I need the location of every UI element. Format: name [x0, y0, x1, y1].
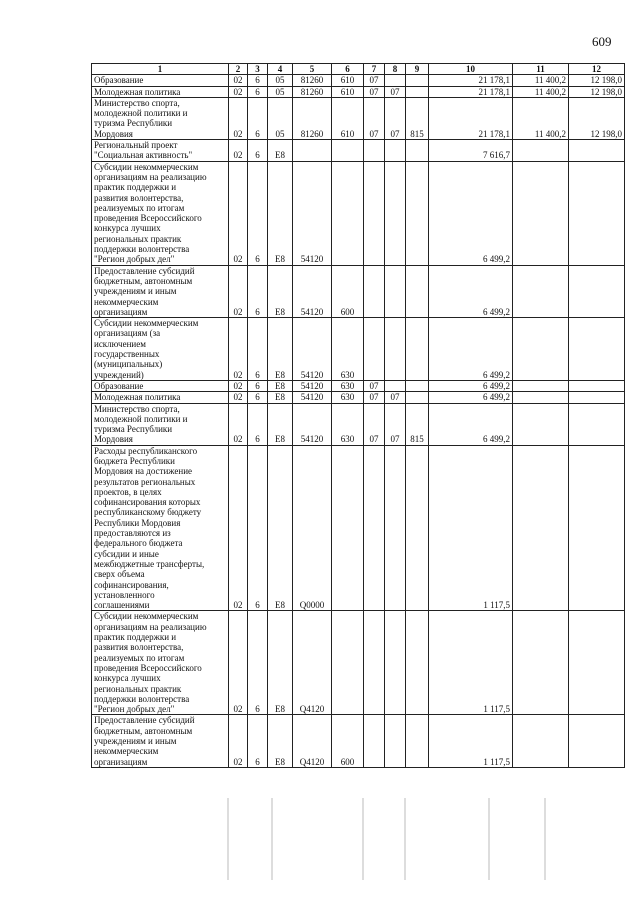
table-cell: 54120 — [293, 318, 332, 381]
table-cell — [569, 140, 625, 162]
table-cell — [406, 715, 429, 767]
table-row — [92, 611, 625, 715]
row-name-cell: Предоставление субсидий бюджетным, автономным учреждениям и иным некоммерческим организациям — [92, 265, 229, 317]
table-cell: 02 — [229, 75, 248, 86]
table-cell: 630 — [332, 392, 364, 403]
table-cell: 6 — [248, 75, 268, 86]
column-header: 9 — [406, 64, 429, 75]
table-cell — [569, 392, 625, 403]
column-header: 11 — [513, 64, 569, 75]
table-cell: 6 — [248, 265, 268, 317]
table-cell: 02 — [229, 161, 248, 265]
table-cell: 54120 — [293, 380, 332, 391]
table-cell: 81260 — [293, 86, 332, 97]
table-cell: 600 — [332, 715, 364, 767]
table-cell — [385, 715, 406, 767]
table-cell: 54120 — [293, 265, 332, 317]
table-cell — [406, 161, 429, 265]
table-cell: 07 — [364, 392, 385, 403]
table-cell: 54120 — [293, 392, 332, 403]
column-header: 8 — [385, 64, 406, 75]
table-cell: 07 — [385, 392, 406, 403]
table-cell: 6 499,2 — [429, 403, 513, 445]
table-cell: 6 — [248, 318, 268, 381]
table-cell: 02 — [229, 86, 248, 97]
table-cell: 02 — [229, 97, 248, 139]
table-cell: 02 — [229, 715, 248, 767]
row-name-cell: Министерство спорта, молодежной политики и туризма Республики Мордовия — [92, 403, 229, 445]
table-row — [92, 75, 625, 86]
column-header: 10 — [429, 64, 513, 75]
table-cell — [364, 161, 385, 265]
table-cell: 6 — [248, 380, 268, 391]
table-cell — [385, 140, 406, 162]
column-header: 7 — [364, 64, 385, 75]
table-cell: 6 — [248, 161, 268, 265]
table-cell — [406, 445, 429, 611]
row-name-cell: Министерство спорта, молодежной политики и туризма Республики Мордовия — [92, 97, 229, 139]
table-cell: E8 — [268, 318, 293, 381]
table-cell: 630 — [332, 403, 364, 445]
table-cell: 05 — [268, 75, 293, 86]
table-cell: 02 — [229, 611, 248, 715]
table-cell: 6 — [248, 392, 268, 403]
table-cell: E8 — [268, 403, 293, 445]
table-cell: 81260 — [293, 97, 332, 139]
table-cell: Q4120 — [293, 715, 332, 767]
table-cell: 6 499,2 — [429, 161, 513, 265]
table-cell: 07 — [385, 86, 406, 97]
table-cell: 54120 — [293, 161, 332, 265]
row-name-cell: Молодежная политика — [92, 392, 229, 403]
table-cell: 6 — [248, 403, 268, 445]
table-cell — [569, 445, 625, 611]
table-cell — [332, 611, 364, 715]
table-cell — [569, 161, 625, 265]
table-cell — [513, 611, 569, 715]
table-cell — [513, 445, 569, 611]
table-cell: 02 — [229, 403, 248, 445]
column-header: 2 — [229, 64, 248, 75]
table-row — [92, 392, 625, 403]
table-cell: 610 — [332, 86, 364, 97]
table-cell — [385, 265, 406, 317]
table-cell — [364, 140, 385, 162]
table-cell: 21 178,1 — [429, 97, 513, 139]
table-cell: 1 117,5 — [429, 715, 513, 767]
row-name-cell: Субсидии некоммерческим организациям на реализацию практик поддержки и развития волонтерства, реализуемых по итогам проведения Всероссийского конкурса лучших региональных практик поддержки волонтерства "Регион добрых дел" — [92, 611, 229, 715]
table-cell — [513, 161, 569, 265]
table-cell: 21 178,1 — [429, 75, 513, 86]
table-cell: E8 — [268, 715, 293, 767]
table-row — [92, 715, 625, 767]
table-cell: 02 — [229, 318, 248, 381]
table-cell: E8 — [268, 611, 293, 715]
row-name-cell: Образование — [92, 380, 229, 391]
table-cell: 7 616,7 — [429, 140, 513, 162]
table-row — [92, 445, 625, 611]
column-header: 12 — [569, 64, 625, 75]
budget-table — [91, 63, 625, 768]
table-row — [92, 380, 625, 391]
table-cell: E8 — [268, 140, 293, 162]
table-header-row — [92, 64, 625, 75]
table-cell: 07 — [364, 86, 385, 97]
table-cell — [332, 140, 364, 162]
table-cell: 1 117,5 — [429, 611, 513, 715]
table-cell: E8 — [268, 161, 293, 265]
table-cell: 07 — [385, 403, 406, 445]
table-cell — [513, 392, 569, 403]
table-cell: 610 — [332, 75, 364, 86]
table-cell: 815 — [406, 403, 429, 445]
table-cell: E8 — [268, 265, 293, 317]
table-cell: 02 — [229, 265, 248, 317]
table-cell: 81260 — [293, 75, 332, 86]
table-cell — [406, 380, 429, 391]
table-cell: 11 400,2 — [513, 86, 569, 97]
table-cell — [513, 265, 569, 317]
table-cell — [513, 403, 569, 445]
table-cell: 07 — [364, 97, 385, 139]
table-cell — [364, 318, 385, 381]
column-header: 1 — [92, 64, 229, 75]
row-name-cell: Предоставление субсидий бюджетным, автономным учреждениям и иным некоммерческим организациям — [92, 715, 229, 767]
table-cell: 6 499,2 — [429, 318, 513, 381]
table-row — [92, 140, 625, 162]
table-cell — [569, 318, 625, 381]
table-cell: 21 178,1 — [429, 86, 513, 97]
column-header: 3 — [248, 64, 268, 75]
table-cell: 12 198,0 — [569, 97, 625, 139]
table-cell: 630 — [332, 318, 364, 381]
table-cell — [569, 265, 625, 317]
table-cell — [364, 265, 385, 317]
table-cell — [385, 445, 406, 611]
table-row — [92, 403, 625, 445]
table-cell — [406, 611, 429, 715]
table-cell — [406, 75, 429, 86]
table-cell: 02 — [229, 380, 248, 391]
table-cell — [406, 140, 429, 162]
table-cell — [569, 403, 625, 445]
row-name-cell: Региональный проект "Социальная активность" — [92, 140, 229, 162]
row-name-cell: Молодежная политика — [92, 86, 229, 97]
page-number: 609 — [592, 34, 612, 49]
table-cell — [513, 318, 569, 381]
table-cell: Q4120 — [293, 611, 332, 715]
table-cell — [385, 318, 406, 381]
table-cell: 02 — [229, 392, 248, 403]
table-cell: 6 499,2 — [429, 392, 513, 403]
table-cell: 02 — [229, 140, 248, 162]
table-cell: 12 198,0 — [569, 86, 625, 97]
table-cell: 6 — [248, 97, 268, 139]
row-name-cell: Расходы республиканского бюджета Республики Мордовия на достижение результатов региональных проектов, в целях софинансирования которых республиканскому бюджету Республики Мордовия предоставляются из федерального бюджета субсидии и иные межбюджетные трансферты, сверх объема софинансирования, установленного соглашениями — [92, 445, 229, 611]
table-cell — [364, 715, 385, 767]
table-cell — [513, 715, 569, 767]
row-name-cell: Субсидии некоммерческим организациям на реализацию практик поддержки и развития волонтерства, реализуемых по итогам проведения Всероссийского конкурса лучших региональных практик поддержки волонтерства "Регион добрых дел" — [92, 161, 229, 265]
column-header: 5 — [293, 64, 332, 75]
table-cell — [364, 445, 385, 611]
table-cell: 07 — [364, 403, 385, 445]
row-name-cell: Субсидии некоммерческим организациям (за исключением государственных (муниципальных) учреждений) — [92, 318, 229, 381]
table-cell — [332, 161, 364, 265]
table-cell — [406, 318, 429, 381]
table-row — [92, 97, 625, 139]
table-cell — [406, 265, 429, 317]
table-cell: 6 — [248, 140, 268, 162]
column-header: 4 — [268, 64, 293, 75]
table-cell — [385, 611, 406, 715]
table-cell: 07 — [364, 380, 385, 391]
table-cell: 600 — [332, 265, 364, 317]
table-cell: 07 — [385, 97, 406, 139]
table-cell: E8 — [268, 392, 293, 403]
table-cell: 05 — [268, 86, 293, 97]
table-cell: 02 — [229, 445, 248, 611]
table-cell: 815 — [406, 97, 429, 139]
table-cell — [364, 611, 385, 715]
table-cell: 05 — [268, 97, 293, 139]
table-cell — [293, 140, 332, 162]
table-cell: 6 — [248, 86, 268, 97]
table-row — [92, 318, 625, 381]
table-cell — [385, 75, 406, 86]
table-cell: E8 — [268, 380, 293, 391]
table-cell — [406, 86, 429, 97]
table-cell — [406, 392, 429, 403]
table-cell: 6 — [248, 611, 268, 715]
table-cell: 11 400,2 — [513, 75, 569, 86]
table-cell: E8 — [268, 445, 293, 611]
table-cell: 54120 — [293, 403, 332, 445]
table-cell: 6 — [248, 715, 268, 767]
table-cell: 1 117,5 — [429, 445, 513, 611]
table-cell: 610 — [332, 97, 364, 139]
table-cell: 11 400,2 — [513, 97, 569, 139]
table-row — [92, 86, 625, 97]
table-cell — [332, 445, 364, 611]
table-cell — [569, 380, 625, 391]
column-header: 6 — [332, 64, 364, 75]
table-cell: 630 — [332, 380, 364, 391]
table-cell: Q0000 — [293, 445, 332, 611]
table-cell — [569, 611, 625, 715]
table-cell: 07 — [364, 75, 385, 86]
table-cell — [385, 161, 406, 265]
table-cell: 6 — [248, 445, 268, 611]
table-row — [92, 161, 625, 265]
table-cell: 6 499,2 — [429, 265, 513, 317]
table-cell — [513, 140, 569, 162]
table-cell: 12 198,0 — [569, 75, 625, 86]
row-name-cell: Образование — [92, 75, 229, 86]
table-row — [92, 265, 625, 317]
table-cell — [569, 715, 625, 767]
table-cell: 6 499,2 — [429, 380, 513, 391]
table-cell — [385, 380, 406, 391]
table-cell — [513, 380, 569, 391]
